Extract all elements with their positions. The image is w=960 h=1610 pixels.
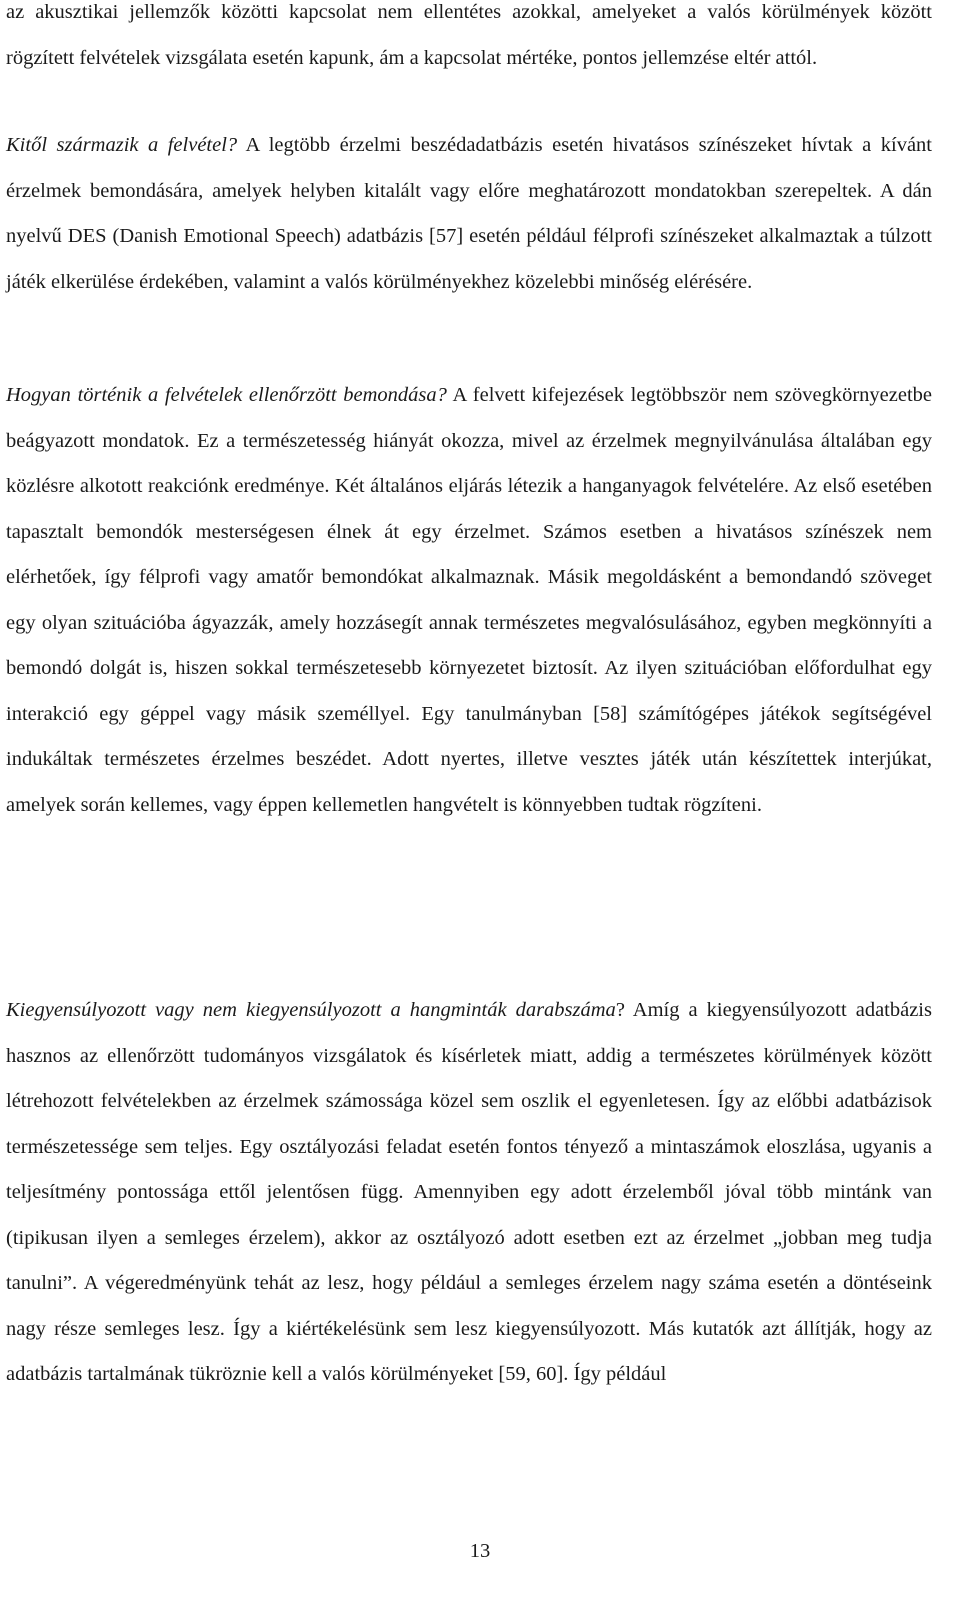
paragraph-source	[6, 123, 932, 305]
paragraph-balance	[6, 988, 932, 1398]
page-number: 13	[469, 1540, 491, 1562]
paragraph-continuation	[6, 0, 932, 81]
paragraph-text: ? Amíg a kiegyensúlyozott adatbázis hasznos az ellenőrzött tudományos vizsgálatok és kísérletek miatt, addig a természetes körülmények között létrehozott felvételekben az érzelmek számossága közel sem oszlik el egyenletesen. Így az előbbi adatbázisok természetessége sem teljes. Egy osztályozási feladat esetén fontos tényező a mintaszámok eloszlása, ugyanis a teljesítmény pontossága ettől jelentősen függ. Amennyiben egy adott érzelemből jóval több mintánk van (tipikusan ilyen a semleges érzelem), akkor az osztályozó adott esetben ezt az érzelmet „jobban meg tudja tanulni”. A végeredményünk tehát az lesz, hogy például a semleges érzelem nagy száma esetén a döntéseink nagy része semleges lesz. Így a kiértékelésünk sem lesz kiegyensúlyozott. Más kutatók azt állítják, hogy az adatbázis tartalmának tükröznie kell a valós körülményeket [59, 60]. Így például	[6, 999, 932, 1385]
paragraph-text: A felvett kifejezések legtöbbször nem szövegkörnyezetbe beágyazott mondatok. Ez a természetesség hiányát okozza, mivel az érzelmek megnyilvánulása általában egy közlésre alkotott reakciónk eredménye. Két általános eljárás létezik a hanganyagok felvételére. Az első esetében tapasztalt bemondók mesterségesen élnek át egy érzelmet. Számos esetben a hivatásos színészek nem elérhetőek, így félprofi vagy amatőr bemondókat alkalmaznak. Másik megoldásként a bemondandó szöveget egy olyan szituációba ágyazzák, amely hozzásegít annak természetes megvalósulásához, egyben megkönnyíti a bemondó dolgát is, hiszen sokkal természetesebb környezetet biztosít. Az ilyen szituációban előfordulhat egy interakció egy géppel vagy másik személlyel. Egy tanulmányban [58] számítógépes játékok segítségével indukáltak természetes érzelmes beszédet. Adott nyertes, illetve vesztes játék után készítettek interjúkat, amelyek során kellemes, vagy éppen kellemetlen hangvételt is könnyebben tudtak rögzíteni.	[6, 384, 933, 816]
paragraph-lead-question: Hogyan történik a felvételek ellenőrzött bemondása?	[6, 384, 447, 406]
paragraph-lead-question: Kiegyensúlyozott vagy nem kiegyensúlyozott a hangminták darabszáma	[6, 999, 616, 1021]
paragraph-recording-method	[6, 373, 932, 828]
paragraph-text: az akusztikai jellemzők közötti kapcsolat nem ellentétes azokkal, amelyeket a valós körülmények között rögzített felvételek vizsgálata esetén kapunk, ám a kapcsolat mértéke, pontos jellemzése eltér attól.	[6, 1, 932, 69]
paragraph-text: A legtöbb érzelmi beszédadatbázis esetén hivatásos színészeket hívtak a kívánt érzelmek bemondására, amelyek helyben kitalált vagy előre meghatározott mondatokban szerepeltek. A dán nyelvű DES (Danish Emotional Speech) adatbázis [57] esetén például félprofi színészeket alkalmaztak a túlzott játék elkerülése érdekében, valamint a valós körülményekhez közelebbi minőség elérésére.	[6, 134, 933, 293]
paragraph-lead-question: Kitől származik a felvétel?	[6, 134, 238, 156]
